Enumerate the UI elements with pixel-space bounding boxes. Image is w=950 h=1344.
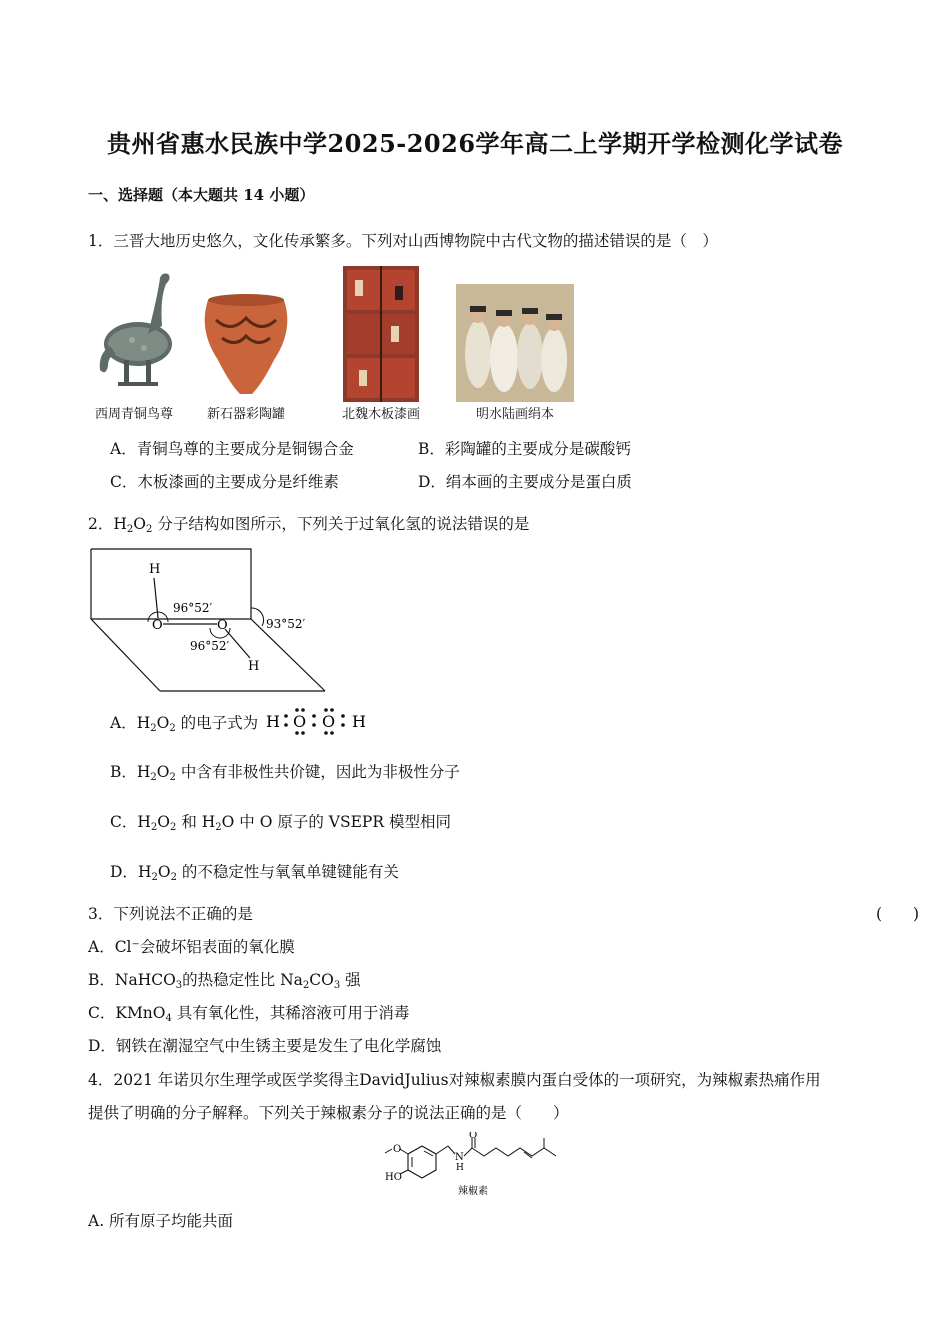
q4-option-a: A. 所有原子均能共面 — [88, 1212, 234, 1230]
q3-option-a: A．Cl⁻会破坏铝表面的氧化膜 — [88, 938, 295, 956]
capsaicin-structure — [382, 1132, 572, 1198]
bronze-bird-image — [88, 264, 180, 402]
svg-text:H: H — [352, 712, 366, 731]
svg-text:O: O — [393, 1144, 402, 1155]
angle-label-3: 96°52′ — [190, 639, 230, 653]
q2-option-b: B．$H_2O_2$ 中含有非极性共价键，因此为非极性分子 — [110, 763, 460, 783]
q1-option-b: B．彩陶罐的主要成分是碳酸钙 — [418, 440, 631, 458]
h2o2-lewis-structure — [266, 706, 368, 736]
question-4-line-2: 提供了明确的分子解释。下列关于辣椒素分子的说法正确的是（ ） — [88, 1104, 569, 1122]
svg-text:O: O — [322, 712, 336, 731]
svg-text:N: N — [455, 1152, 464, 1163]
q1-option-a: A．青铜鸟尊的主要成分是铜锡合金 — [110, 440, 354, 458]
pottery-jar-image — [196, 290, 296, 402]
o2-label: O — [217, 618, 228, 633]
svg-text:H: H — [456, 1163, 464, 1173]
svg-text:H: H — [266, 712, 280, 731]
q3-option-d: D．钢铁在潮湿空气中生锈主要是发生了电化学腐蚀 — [88, 1037, 442, 1055]
q1-option-d: D．绢本画的主要成分是蛋白质 — [418, 473, 632, 491]
caption-silk-painting: 明水陆画绢本 — [475, 407, 554, 422]
caption-pottery-jar: 新石器彩陶罐 — [206, 407, 285, 422]
page-title: 贵州省惠水民族中学2025-2026学年高二上学期开学检测化学试卷 — [106, 129, 844, 158]
lacquer-painting-image — [343, 266, 419, 402]
svg-text:O: O — [469, 1132, 478, 1141]
caption-bronze-bird: 西周青铜鸟尊 — [94, 407, 173, 422]
question-3-paren: ( ) — [876, 905, 920, 923]
q3-option-b: B．NaHCO$_3$的热稳定性比 $Na_2CO_3$ 强 — [88, 971, 361, 991]
h-bottom-label: H — [248, 659, 260, 674]
q2-option-d: D．$H_2O_2$ 的不稳定性与氧氧单键键能有关 — [110, 863, 399, 883]
silk-painting-image — [456, 284, 574, 402]
h-top-label: H — [149, 562, 161, 577]
svg-text:HO: HO — [385, 1172, 402, 1183]
q2-option-c: C．$H_2O_2$ 和 $H_2O$ 中 O 原子的 VSEPR 模型相同 — [110, 813, 451, 833]
angle-label-2: 93°52′ — [266, 617, 306, 631]
question-1-stem: 1．三晋大地历史悠久，文化传承繁多。下列对山西博物院中古代文物的描述错误的是（ ） — [88, 232, 718, 250]
h2o2-structure-diagram — [88, 546, 328, 694]
svg-text:O: O — [293, 712, 307, 731]
angle-label-1: 96°52′ — [173, 601, 213, 615]
capsaicin-label: 辣椒素 — [458, 1186, 488, 1197]
question-3-stem: 3．下列说法不正确的是 — [88, 905, 253, 923]
caption-lacquer-painting: 北魏木板漆画 — [341, 407, 420, 422]
o1-label: O — [152, 618, 163, 633]
question-4-line-1: 4．2021 年诺贝尔生理学或医学奖得主DavidJulius对辣椒素膜内蛋白受体的一项研究，为辣椒素热痛作用 — [88, 1071, 821, 1089]
q1-option-c: C．木板漆画的主要成分是纤维素 — [110, 473, 339, 491]
question-2-stem: 2．$H_2O_2$ 分子结构如图所示，下列关于过氧化氢的说法错误的是 — [88, 515, 530, 535]
section-heading: 一、选择题（本大题共 14 小题） — [88, 186, 315, 204]
q2-option-a: A．$H_2O_2$ 的电子式为 — [110, 714, 259, 734]
q3-option-c: C．KMnO$_4$ 具有氧化性，其稀溶液可用于消毒 — [88, 1004, 410, 1024]
